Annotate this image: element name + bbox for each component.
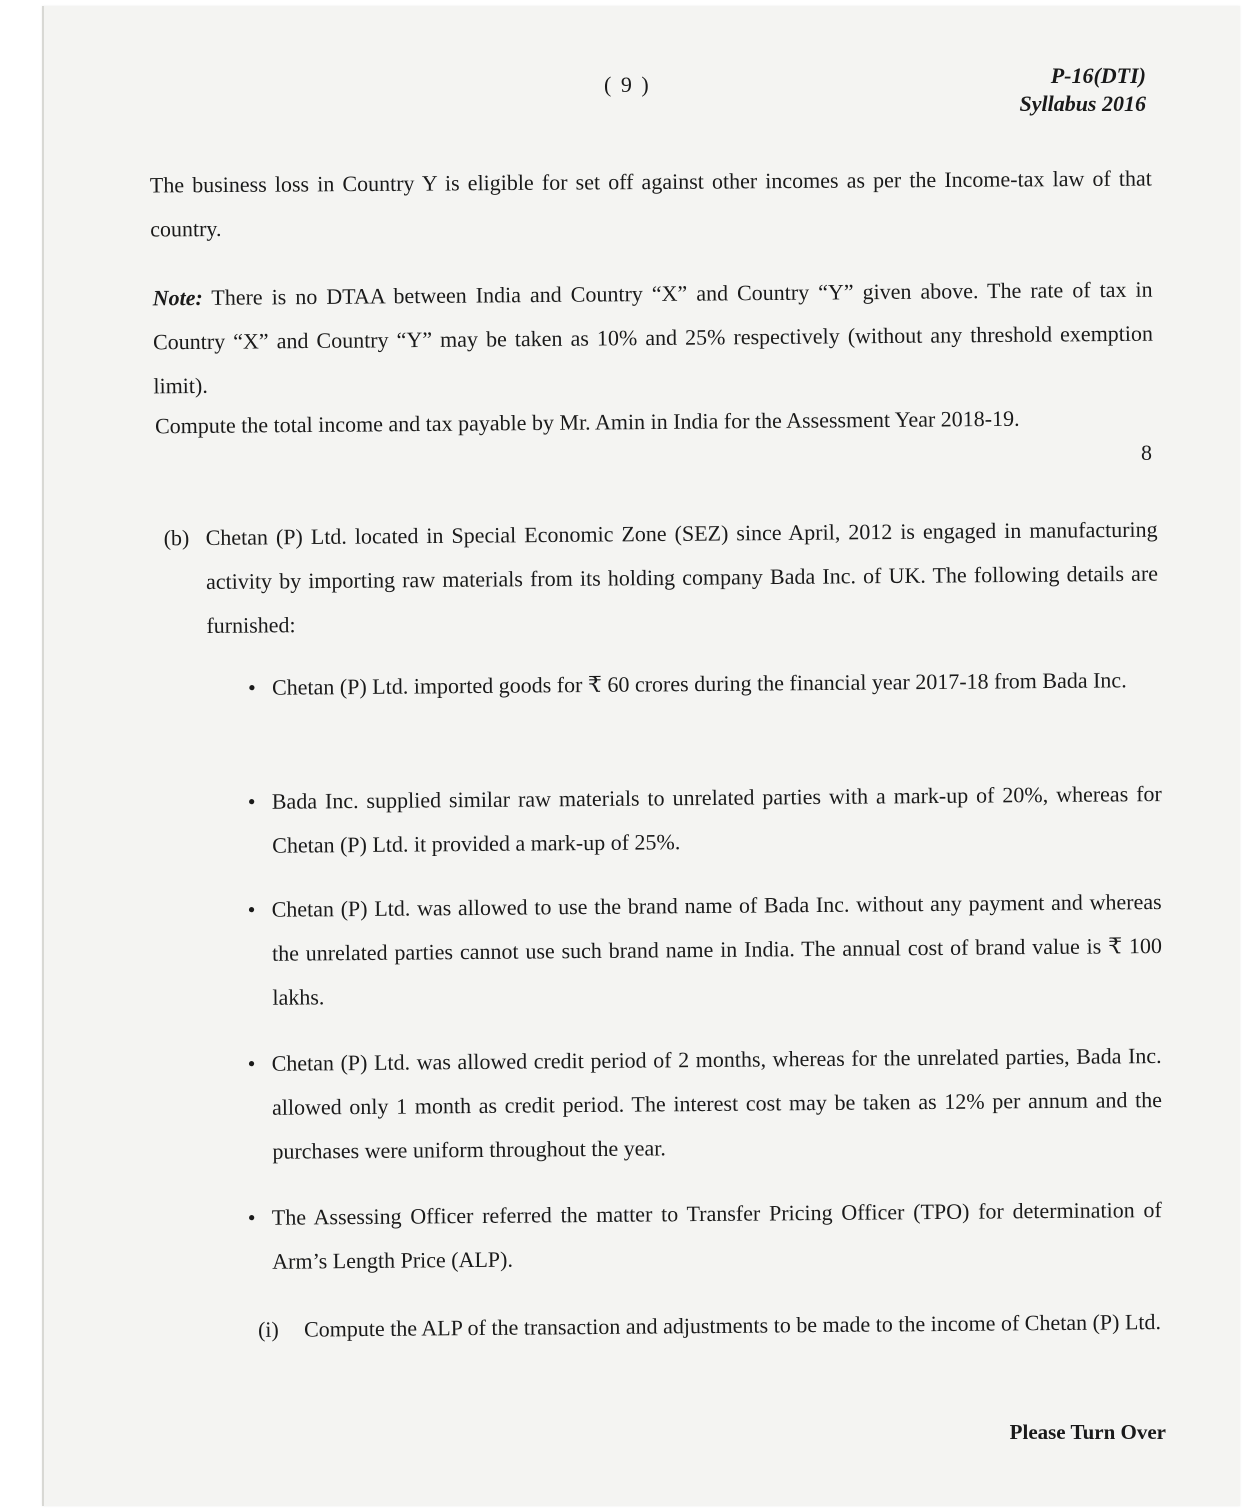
sub-question-text: Compute the ALP of the transaction and adjustments to be made to the income of Chetan (P) Ltd. (303, 1309, 1162, 1342)
question-b-label: (b) (163, 525, 190, 551)
bullet-text: Chetan (P) Ltd. was allowed credit period of 2 months, whereas for the unrelated parties, Bada Inc. allowed only 1 month as credit period. The interest cost may be taken as 12% per annum and the purchases were uniform throughout the year. (271, 1043, 1163, 1164)
bullet-text: Bada Inc. supplied similar raw materials to unrelated parties with a mark-up of 20%, whereas for Chetan (P) Ltd. it provided a mark-up of 25%. (271, 781, 1162, 858)
bullet-item (248, 772, 1163, 868)
note-label: Note: (152, 284, 203, 311)
please-turn-over: Please Turn Over (1009, 1420, 1166, 1444)
sub-question-number: (i) (257, 1316, 279, 1342)
bullet-text: Chetan (P) Ltd. imported goods for ₹ 60 crores during the financial year 2017-18 from Bada Inc. (271, 667, 1127, 700)
bullet-dot: • (247, 788, 256, 814)
paper-header (1019, 62, 1146, 118)
note-text: There is no DTAA between India and Country “X” and Country “Y” given above. The rate of tax in Country “X” and Country “Y” may be taken as 10% and 25% respectively (without any threshold exemption limit). (152, 276, 1154, 399)
syllabus-label: Syllabus 2016 (1019, 91, 1146, 116)
bullet-text: The Assessing Officer referred the matter to Transfer Pricing Officer (TPO) for determination of Arm’s Length Price (ALP). (271, 1197, 1162, 1274)
question-b-text: Chetan (P) Ltd. located in Special Economic Zone (SEZ) since April, 2012 is engaged in manufacturing activity by importing raw materials from its holding company Bada Inc. of UK. The following details are furnished: (205, 516, 1159, 638)
sub-question-i (258, 1300, 1168, 1352)
question-marks: 8 (1141, 440, 1152, 465)
bullet-item (247, 1034, 1162, 1174)
bullet-dot: • (247, 674, 256, 700)
bullet-dot: • (247, 1050, 256, 1076)
paper-code: P-16(DTI) (1050, 63, 1146, 88)
note-paragraph (152, 268, 1153, 409)
page-number: ( 9 ) (604, 72, 651, 97)
bullet-item (247, 880, 1162, 1020)
bullet-dot: • (247, 896, 256, 922)
bullet-item (248, 1188, 1163, 1284)
compute-instruction: Compute the total income and tax payable by Mr. Amin in India for the Assessment Year 2018-19. (154, 405, 1020, 439)
bullet-item (248, 658, 1162, 710)
bullet-text: Chetan (P) Ltd. was allowed to use the brand name of Bada Inc. without any payment and whereas the unrelated parties cannot use such brand name in India. The annual cost of brand value is ₹ 100 lakhs. (271, 889, 1163, 1010)
intro-paragraph: The business loss in Country Y is eligible for set off against other incomes as per the Income-tax law of that country. (149, 165, 1152, 242)
question-b (163, 508, 1158, 649)
bullet-dot: • (247, 1204, 256, 1230)
